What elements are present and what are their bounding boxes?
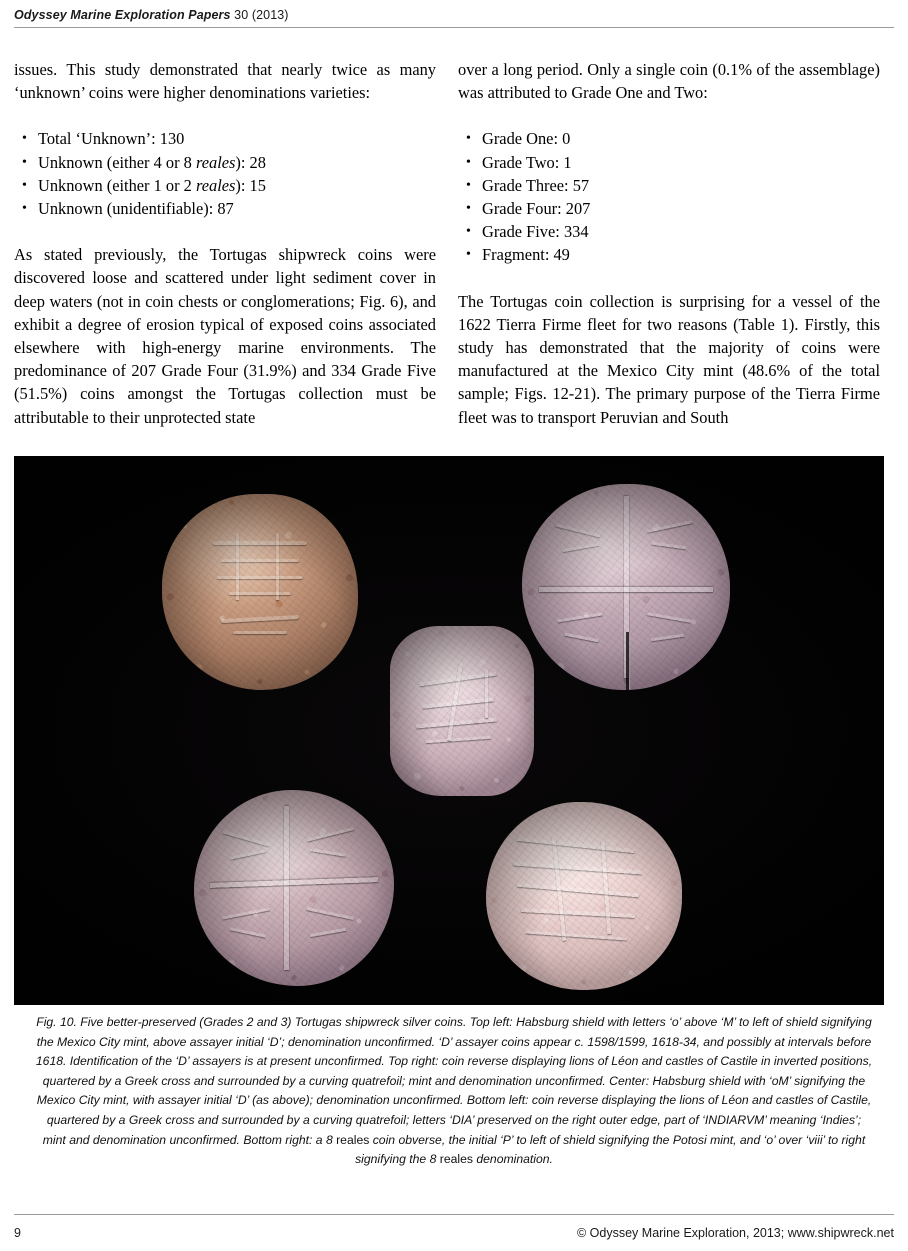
list-item-value: 57 xyxy=(572,175,590,195)
figure-caption xyxy=(34,1013,874,1170)
footer-rule xyxy=(14,1214,894,1215)
list-item-label: Grade Three: xyxy=(482,175,569,195)
list-item-label: Grade Two: xyxy=(482,152,560,172)
list-item-italic: reales xyxy=(195,152,236,172)
left-paragraph-2: As stated previously, the Tortugas shipwreck coins were discovered loose and scattered under light sediment cover in deep waters (not in coin chests or conglomerations; Fig. 6), and exhibit a degree of erosion typical of exposed coins associated elsewhere with high-energy marine environments. The predominance of 207 Grade Four (31.9%) and 334 Grade Five (51.5%) coins amongst the Tortugas collection must be attributable to their unprotected state xyxy=(14,245,436,427)
list-item xyxy=(482,127,880,150)
list-item-label: Unknown (either 1 or 2 xyxy=(38,175,192,195)
spacer xyxy=(458,267,880,290)
list-item xyxy=(482,151,880,174)
list-item-value: 49 xyxy=(553,245,570,265)
caption-text-part-2: coin obverse, the initial ‘P’ to left of shield signifying the Potosi mint, and ‘o’ over ‘viii’ to right signifying the 8 xyxy=(355,1132,866,1167)
left-paragraph-1: issues. This study demonstrated that nearly twice as many ‘unknown’ coins were higher denominations varieties: xyxy=(14,60,436,103)
copyright-notice: © Odyssey Marine Exploration, 2013; www.shipwreck.net xyxy=(577,1226,894,1240)
list-item-value: 130 xyxy=(159,129,185,149)
caption-reales-2: reales xyxy=(439,1152,473,1167)
left-column xyxy=(14,58,436,429)
list-item-label: Unknown (either 4 or 8 xyxy=(38,152,192,172)
coin-top-right xyxy=(522,484,730,690)
list-item xyxy=(482,197,880,220)
coin-shadow xyxy=(522,484,730,690)
spacer xyxy=(14,104,436,127)
list-item-value: 15 xyxy=(249,175,266,195)
running-head xyxy=(14,8,894,22)
running-head-volume: 30 (2013) xyxy=(234,8,289,22)
coin-top-left xyxy=(162,494,358,690)
list-item xyxy=(38,174,436,197)
list-item-tail: ): xyxy=(235,152,246,172)
list-item-value: 87 xyxy=(217,199,234,219)
list-item-value: 1 xyxy=(563,152,572,172)
list-item-value: 334 xyxy=(563,222,589,242)
right-paragraph-2: The Tortugas coin collection is surprising for a vessel of the 1622 Tierra Firme fleet for two reasons (Table 1). Firstly, this study has demonstrated that the majority of coins were manufactured at the Mexico City mint (48.6% of the total sample; Figs. 12-21). The primary purpose of the Tierra Firme fleet was to transport Peruvian and South xyxy=(458,291,880,427)
list-item xyxy=(482,174,880,197)
list-item xyxy=(38,127,436,150)
right-column xyxy=(458,58,880,429)
list-item xyxy=(38,197,436,220)
spacer xyxy=(14,220,436,243)
page-number: 9 xyxy=(14,1226,21,1240)
list-item-label: Grade Five: xyxy=(482,222,560,242)
list-item xyxy=(38,151,436,174)
running-head-journal: Odyssey Marine Exploration Papers xyxy=(14,8,231,22)
coin-bottom-right xyxy=(486,802,682,990)
list-item-value: 0 xyxy=(562,129,571,149)
right-bullet-list xyxy=(458,127,880,266)
list-item-value: 28 xyxy=(249,152,266,172)
coin-shadow xyxy=(162,494,358,690)
coin-center xyxy=(390,626,534,796)
list-item-italic: reales xyxy=(195,175,236,195)
caption-text-part-1: Fig. 10. Five better-preserved (Grades 2 and 3) Tortugas shipwreck silver coins. Top left: Habsburg shield with letters ‘o’ above ‘M’ to left of shield signifying the Mexico City mint, above assayer initial ‘D’; denomination unconfirmed. ‘D’ assayer coins appear c. 1598/1599, 1618-34, and possibly at intervals before 1618. Identification of the ‘D’ assayers is at present unconfirmed. Top right: coin reverse displaying lions of Léon and castles of Castile in inverted positions, quartered by a Greek cross and surrounded by a curving quatrefoil; mint and denomination unconfirmed. Center: Habsburg shield with ‘oM’ signifying the Mexico City mint, with assayer initial ‘D’ (as above); denomination unconfirmed. Bottom left: coin reverse displaying the lions of Léon and castles of Castile, quartered by a Greek cross and surrounded by a curving quatrefoil; letters ‘DIA’ preserved on the right outer edge, part of ‘INDIARVM’ meaning ‘Indies’; mint and denomination unconfirmed. Bottom right: a 8 xyxy=(35,1015,873,1147)
list-item-label: Fragment: xyxy=(482,245,550,265)
list-item-label: Unknown (unidentifiable): xyxy=(38,199,214,219)
coin-shadow xyxy=(194,790,394,986)
coin-bottom-left xyxy=(194,790,394,986)
header-rule xyxy=(14,27,894,28)
caption-reales-1: reales xyxy=(336,1132,370,1147)
coin-shadow xyxy=(390,626,534,796)
list-item-label: Total ‘Unknown’: xyxy=(38,129,156,149)
list-item xyxy=(482,243,880,266)
list-item-value: 207 xyxy=(565,199,591,219)
right-paragraph-1: over a long period. Only a single coin (0.1% of the assemblage) was attributed to Grade One and Two: xyxy=(458,60,880,103)
list-item-label: Grade Four: xyxy=(482,199,562,219)
caption-text-part-3: denomination. xyxy=(472,1152,553,1167)
coin-shadow xyxy=(486,802,682,990)
spacer xyxy=(458,104,880,127)
figure-photograph xyxy=(14,456,884,1005)
list-item-tail: ): xyxy=(235,175,246,195)
list-item xyxy=(482,220,880,243)
list-item-label: Grade One: xyxy=(482,129,558,149)
left-bullet-list xyxy=(14,127,436,220)
